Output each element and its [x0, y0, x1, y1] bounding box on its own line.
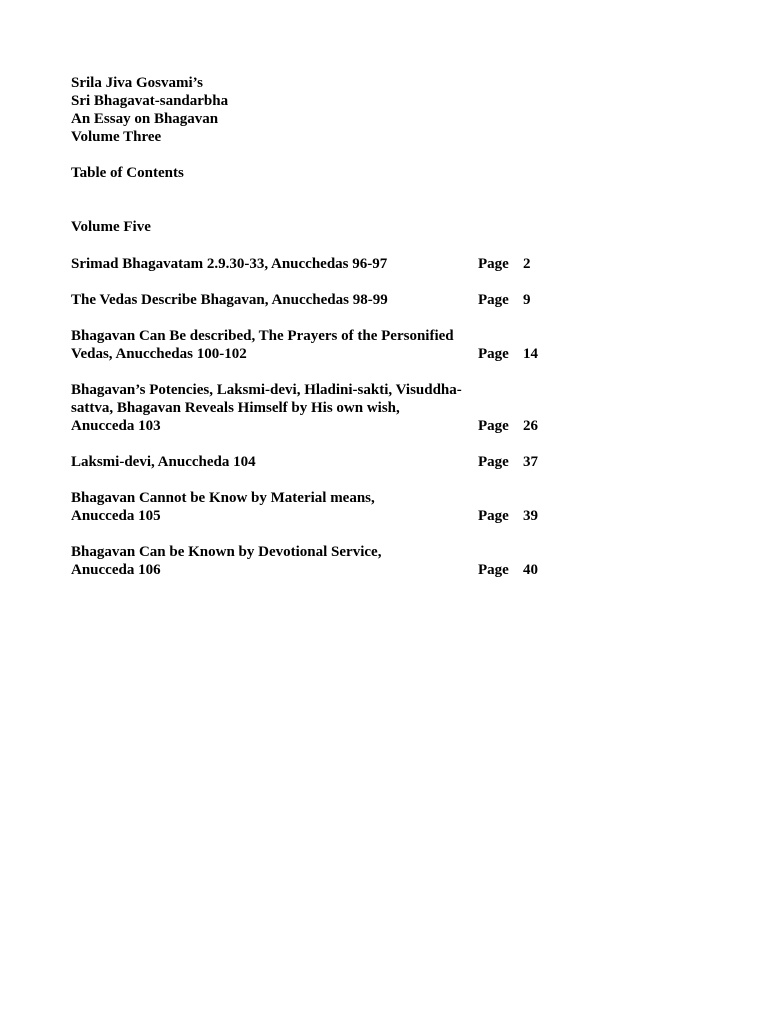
- toc-entry: [71, 489, 551, 525]
- toc-entry-line: sattva, Bhagavan Reveals Himself by His own wish,: [71, 400, 400, 416]
- toc-entry-line: The Vedas Describe Bhagavan, Anucchedas 98-99: [71, 292, 388, 308]
- toc-entry-text: [71, 381, 471, 435]
- toc-entry-page: [478, 453, 538, 471]
- toc-entry: [71, 291, 551, 309]
- toc-title: Table of Contents: [71, 165, 184, 181]
- toc-entry-line: Bhagavan Can be Known by Devotional Service,: [71, 544, 382, 560]
- toc-entry-line: Anucceda 106: [71, 562, 161, 578]
- toc-entry-line: Srimad Bhagavatam 2.9.30-33, Anucchedas 96-97: [71, 256, 388, 272]
- document-header: [71, 74, 228, 146]
- toc-entry-page: [478, 507, 538, 525]
- toc-entry-line: Bhagavan Can Be described, The Prayers of the Personified: [71, 328, 454, 344]
- volume-title: Volume Five: [71, 219, 151, 235]
- toc-entry-line: Bhagavan’s Potencies, Laksmi-devi, Hladini-sakti, Visuddha-: [71, 382, 462, 398]
- page-label: Page: [478, 292, 509, 308]
- page-label: Page: [478, 508, 509, 524]
- toc-entry: [71, 327, 551, 363]
- subtitle-line: An Essay on Bhagavan: [71, 111, 219, 127]
- book-title-line: Sri Bhagavat-sandarbha: [71, 93, 229, 109]
- toc-entry-line: Anucceda 103: [71, 418, 161, 434]
- toc-entry-text: [71, 543, 471, 579]
- toc-entry-page: [478, 345, 538, 363]
- page-label: Page: [478, 562, 509, 578]
- toc-entry-text: [71, 489, 471, 525]
- page-label: Page: [478, 418, 509, 434]
- page-number: 39: [523, 508, 538, 524]
- author-line: Srila Jiva Gosvami’s: [71, 75, 203, 91]
- toc-entry-text: [71, 327, 471, 363]
- page-number: 37: [523, 454, 538, 470]
- page-label: Page: [478, 454, 509, 470]
- toc-entry: [71, 255, 551, 273]
- toc-entry-text: [71, 453, 471, 471]
- page-label: Page: [478, 256, 509, 272]
- page-number: 26: [523, 418, 538, 434]
- toc-entry-page: [478, 255, 531, 273]
- toc-entry-text: [71, 255, 471, 273]
- page-label: Page: [478, 346, 509, 362]
- page-number: 2: [523, 256, 531, 272]
- toc-entry: [71, 381, 551, 435]
- toc-entry-line: Laksmi-devi, Anuccheda 104: [71, 454, 256, 470]
- toc-entry-line: Bhagavan Cannot be Know by Material means,: [71, 490, 375, 506]
- toc-entry-page: [478, 417, 538, 435]
- toc-entry-page: [478, 561, 538, 579]
- page-number: 40: [523, 562, 538, 578]
- toc-entry: [71, 453, 551, 471]
- toc-entry-line: Vedas, Anucchedas 100-102: [71, 346, 247, 362]
- toc-entry-line: Anucceda 105: [71, 508, 161, 524]
- volume-line: Volume Three: [71, 129, 162, 145]
- page-number: 9: [523, 292, 531, 308]
- toc-entry: [71, 543, 551, 579]
- toc-entry-page: [478, 291, 531, 309]
- page-number: 14: [523, 346, 538, 362]
- toc-entry-text: [71, 291, 471, 309]
